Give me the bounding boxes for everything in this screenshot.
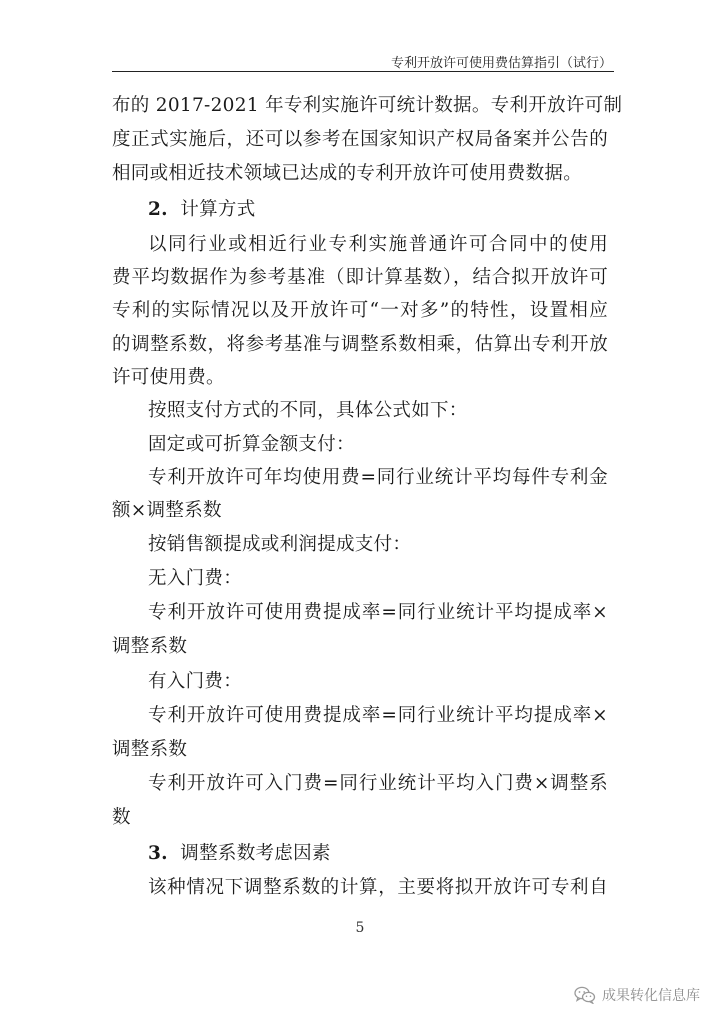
body-line: 有入门费： <box>148 671 243 692</box>
section-heading-3 <box>148 842 331 866</box>
wechat-icon <box>574 986 596 1004</box>
header-rule <box>112 71 614 72</box>
body-line: 费平均数据作为参考基准（即计算基数），结合拟开放许可 <box>112 267 608 288</box>
running-header: 专利开放许可使用费估算指引（试行） <box>390 56 612 71</box>
body-line: 度正式实施后，还可以参考在国家知识产权局备案并公告的 <box>112 129 608 150</box>
formula-line: 专利开放许可入门费=同行业统计平均入门费×调整系 <box>148 773 608 794</box>
body-line: 按照支付方式的不同，具体公式如下： <box>148 400 468 421</box>
body-line: 专利的实际情况以及开放许可“一对多”的特性，设置相应 <box>112 300 608 321</box>
body-line: 该种情况下调整系数的计算，主要将拟开放许可专利自 <box>148 877 608 898</box>
formula-line: 数 <box>112 807 131 828</box>
body-line: 许可使用费。 <box>112 367 225 388</box>
formula-line: 专利开放许可使用费提成率=同行业统计平均提成率× <box>148 602 608 623</box>
body-line: 无入门费： <box>148 568 243 589</box>
formula-line: 调整系数 <box>112 739 188 760</box>
body-line: 的调整系数，将参考基准与调整系数相乘，估算出专利开放 <box>112 334 608 355</box>
formula-line: 调整系数 <box>112 636 188 657</box>
section-title: 计算方式 <box>180 199 256 220</box>
formula-line: 专利开放许可使用费提成率=同行业统计平均提成率× <box>148 705 608 726</box>
section-heading-2 <box>148 198 256 222</box>
body-line: 固定或可折算金额支付： <box>148 434 355 455</box>
body-line: 相同或相近技术领域已达成的专利开放许可使用费数据。 <box>112 163 583 184</box>
section-number: 3. <box>148 843 168 864</box>
body-line: 以同行业或相近行业专利实施普通许可合同中的使用 <box>148 234 608 255</box>
body-line: 按销售额提成或利润提成支付： <box>148 534 412 555</box>
section-title: 调整系数考虑因素 <box>180 843 331 864</box>
formula-line: 专利开放许可年均使用费=同行业统计平均每件专利金 <box>148 467 608 488</box>
page-number: 5 <box>355 920 365 936</box>
watermark <box>574 985 700 1005</box>
formula-line: 额×调整系数 <box>112 500 222 521</box>
section-number: 2. <box>148 199 168 220</box>
body-line: 布的 2017-2021 年专利实施许可统计数据。专利开放许可制 <box>112 95 623 116</box>
watermark-text: 成果转化信息库 <box>602 988 700 1004</box>
